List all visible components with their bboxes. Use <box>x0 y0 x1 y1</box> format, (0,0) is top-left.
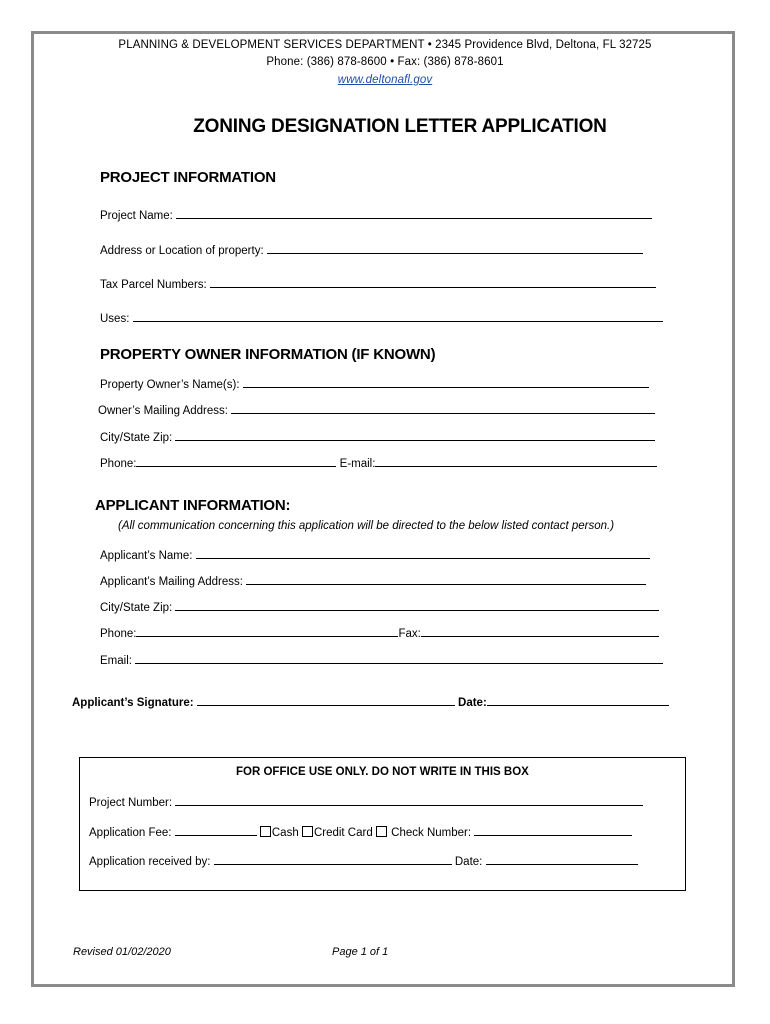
applicant-phone-fax-row <box>100 625 659 641</box>
applicant-city-field[interactable] <box>175 599 659 611</box>
received-by-label: Application received by: <box>89 856 211 868</box>
applicant-email-label: Email: <box>100 655 132 667</box>
signature-date-field[interactable] <box>487 694 669 706</box>
owner-name-label: Property Owner’s Name(s): <box>100 379 240 391</box>
applicant-city-row <box>100 599 659 615</box>
revised-date: Revised 01/02/2020 <box>73 946 171 958</box>
project-name-field[interactable] <box>176 207 652 219</box>
check-number-field[interactable] <box>474 824 632 836</box>
owner-email-label: E-mail: <box>339 458 376 470</box>
office-project-number-label: Project Number: <box>89 797 173 809</box>
applicant-fax-label: Fax: <box>398 628 421 640</box>
credit-card-label: Credit Card <box>313 827 373 839</box>
owner-mailing-row <box>98 402 655 418</box>
owner-mailing-label: Owner’s Mailing Address: <box>98 405 228 417</box>
uses-label: Uses: <box>100 313 130 325</box>
applicant-name-field[interactable] <box>196 547 650 559</box>
office-project-number-row <box>89 794 643 810</box>
office-received-row <box>89 853 638 869</box>
office-date-label: Date: <box>454 856 483 868</box>
signature-date-label: Date: <box>458 697 487 709</box>
owner-city-field[interactable] <box>175 429 655 441</box>
owner-city-row <box>100 429 655 445</box>
owner-information-heading: PROPERTY OWNER INFORMATION (IF KNOWN) <box>100 346 436 363</box>
office-fee-row <box>89 824 632 840</box>
office-project-number-field[interactable] <box>175 794 643 806</box>
applicant-mailing-field[interactable] <box>246 573 646 585</box>
check-number-label: Check Number: <box>391 827 472 839</box>
owner-name-row <box>100 376 649 392</box>
applicant-phone-field[interactable] <box>136 625 398 637</box>
tax-parcel-row <box>100 276 656 292</box>
office-fee-label: Application Fee: <box>89 827 172 839</box>
tax-parcel-label: Tax Parcel Numbers: <box>100 279 207 291</box>
applicant-phone-label: Phone: <box>100 628 137 640</box>
owner-phone-email-row <box>100 455 657 471</box>
owner-mailing-field[interactable] <box>231 402 655 414</box>
address-label: Address or Location of property: <box>100 245 264 257</box>
applicant-mailing-row <box>100 573 646 589</box>
page-title: ZONING DESIGNATION LETTER APPLICATION <box>193 116 607 137</box>
applicant-note: (All communication concerning this application will be directed to the below listed contact person.) <box>118 520 615 532</box>
applicant-email-field[interactable] <box>135 652 663 664</box>
applicant-email-row <box>100 652 663 668</box>
office-date-field[interactable] <box>486 853 638 865</box>
applicant-mailing-label: Applicant’s Mailing Address: <box>100 576 243 588</box>
applicant-information-heading: APPLICANT INFORMATION: <box>95 497 291 514</box>
cash-label: Cash <box>271 827 299 839</box>
tax-parcel-field[interactable] <box>210 276 656 288</box>
owner-phone-field[interactable] <box>136 455 336 467</box>
received-by-field[interactable] <box>214 853 452 865</box>
project-name-row <box>100 207 652 223</box>
signature-field[interactable] <box>197 694 455 706</box>
office-fee-field[interactable] <box>175 824 257 836</box>
project-name-label: Project Name: <box>100 210 173 222</box>
owner-phone-label: Phone: <box>100 458 137 470</box>
applicant-name-row <box>100 547 650 563</box>
credit-card-checkbox[interactable] <box>302 826 313 837</box>
signature-label: Applicant’s Signature: <box>72 697 194 709</box>
project-information-heading: PROJECT INFORMATION <box>100 169 276 186</box>
website-link-row <box>0 74 770 86</box>
department-phone-fax: Phone: (386) 878-8600 • Fax: (386) 878-8601 <box>266 56 504 68</box>
department-address: PLANNING & DEVELOPMENT SERVICES DEPARTMENT • 2345 Providence Blvd, Deltona, FL 32725 <box>118 39 652 51</box>
check-checkbox[interactable] <box>376 826 387 837</box>
applicant-city-label: City/State Zip: <box>100 602 173 614</box>
website-link[interactable]: www.deltonafl.gov <box>337 74 433 86</box>
address-row <box>100 242 643 258</box>
address-field[interactable] <box>267 242 643 254</box>
owner-name-field[interactable] <box>243 376 649 388</box>
cash-checkbox[interactable] <box>260 826 271 837</box>
office-use-heading: FOR OFFICE USE ONLY. DO NOT WRITE IN THIS BOX <box>236 766 529 778</box>
owner-email-field[interactable] <box>375 455 657 467</box>
signature-row <box>72 694 669 709</box>
owner-city-label: City/State Zip: <box>100 432 173 444</box>
page-number: Page 1 of 1 <box>332 946 389 958</box>
applicant-fax-field[interactable] <box>421 625 659 637</box>
uses-field[interactable] <box>133 310 663 322</box>
uses-row <box>100 310 663 326</box>
applicant-name-label: Applicant’s Name: <box>100 550 193 562</box>
